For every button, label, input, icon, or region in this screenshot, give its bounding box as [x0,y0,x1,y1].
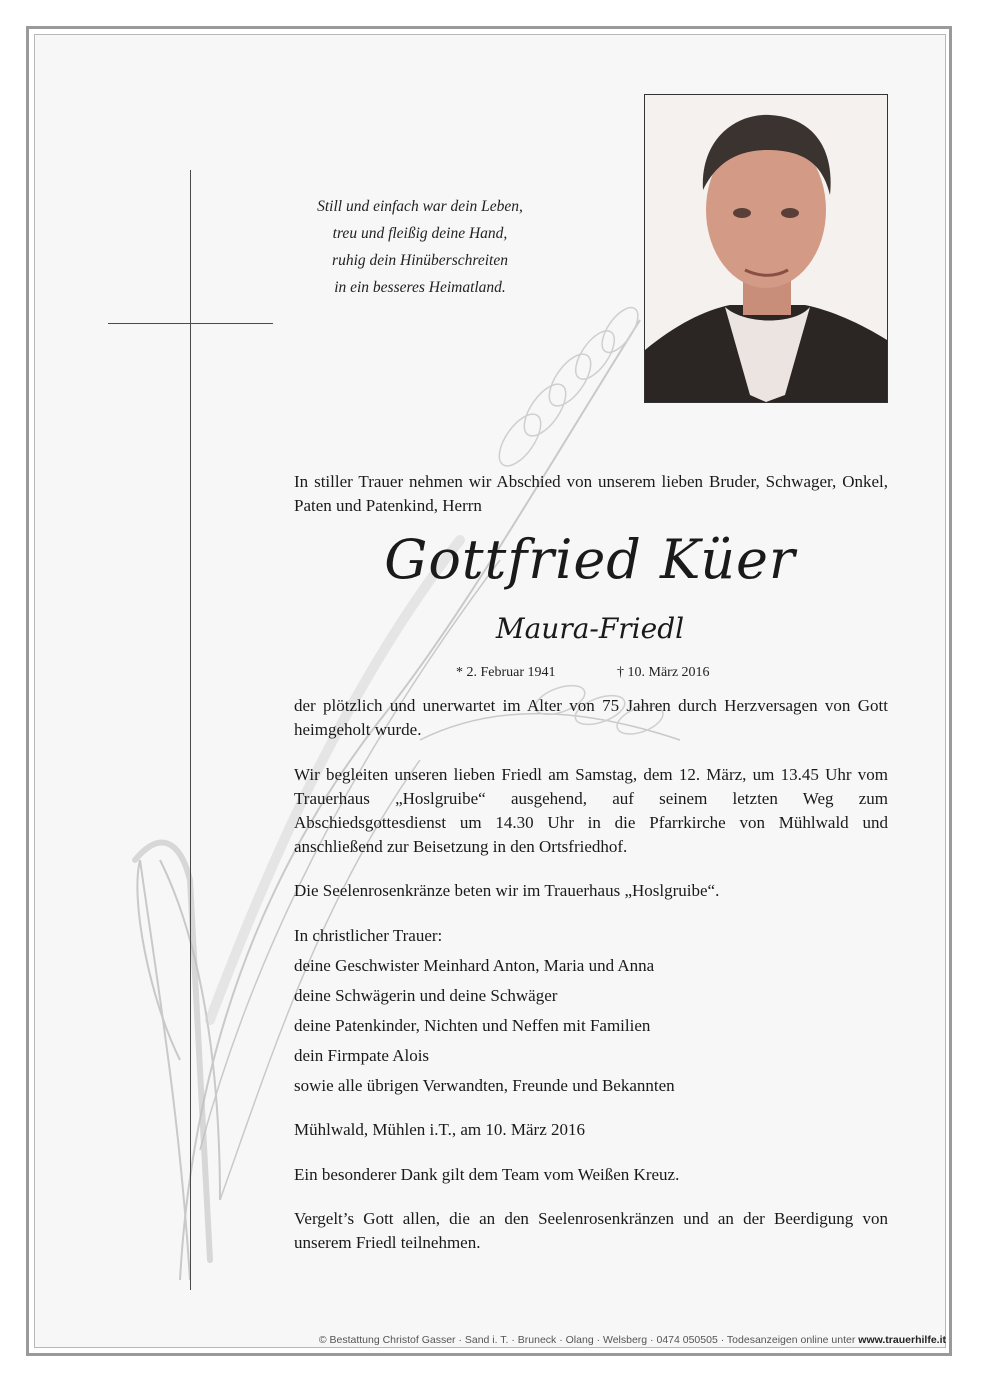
closing-text: Vergelt’s Gott allen, die an den Seelenrosenkränzen und an der Beerdigung von unserem Friedl teilnehmen. [294,1209,888,1252]
birth-date: * 2. Februar 1941 [456,665,556,680]
cross-horizontal-bar [108,323,273,324]
mourner-line: deine Patenkinder, Nichten und Neffen mit Familien [294,1016,651,1035]
deceased-name: Gottfried Küer [384,528,796,591]
mourner-line: deine Schwägerin und deine Schwäger [294,986,558,1005]
footer-credits [290,1334,946,1346]
death-date: † 10. März 2016 [617,665,710,680]
verse-line: treu und fleißig deine Hand, [332,225,508,242]
intro-text: In stiller Trauer nehmen wir Abschied von unserem lieben Bruder, Schwager, Onkel, Paten und Patenkind, Herrn [294,472,888,515]
death-notice-text: der plötzlich und unerwartet im Alter von 75 Jahren durch Herzversagen von Gott heimgeholt wurde. [294,696,888,739]
deceased-nickname: Maura-Friedl [495,612,685,645]
verse-line: ruhig dein Hinüberschreiten [332,252,508,269]
footer-text: © Bestattung Christof Gasser · Sand i. T. · Bruneck · Olang · Welsberg · 0474 050505 · Todesanzeigen online unter [318,1334,856,1346]
mourner-line: deine Geschwister Meinhard Anton, Maria und Anna [294,956,655,975]
mourner-line: sowie alle übrigen Verwandten, Freunde und Bekannten [294,1076,675,1095]
portrait-photo [644,94,888,403]
rosary-text: Die Seelenrosenkränze beten wir im Trauerhaus „Hoslgruibe“. [294,881,720,900]
funeral-details-text: Wir begleiten unseren lieben Friedl am Samstag, dem 12. März, um 13.45 Uhr vom Trauerhaus „Hoslgruibe“ ausgehend, auf seinem letzten Weg zum Abschiedsgottesdienst um 14.30 Uhr in die Pfarrkirche von Mühlwald und anschließend zur Beisetzung in den Ortsfriedhof. [294,765,888,856]
cross-vertical-bar [190,170,191,1290]
footer-link[interactable]: www.trauerhilfe.it [858,1334,946,1346]
memorial-verse [300,193,540,301]
verse-line: in ein besseres Heimatland. [334,279,506,296]
mourners-heading: In christlicher Trauer: [294,926,443,945]
verse-line: Still und einfach war dein Leben, [317,198,523,215]
place-and-date: Mühlwald, Mühlen i.T., am 10. März 2016 [294,1120,586,1139]
thanks-text: Ein besonderer Dank gilt dem Team vom Weißen Kreuz. [294,1165,680,1184]
mourner-line: dein Firmpate Alois [294,1046,430,1065]
